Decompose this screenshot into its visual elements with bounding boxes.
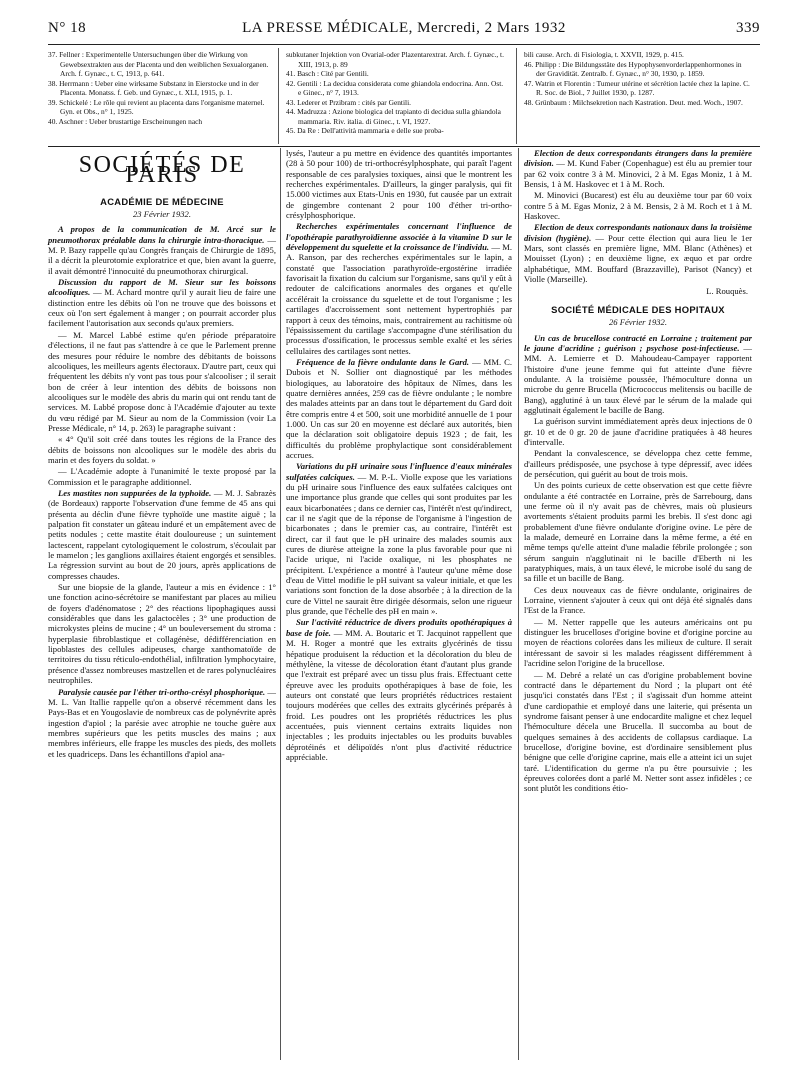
- references-col-2: [286, 50, 508, 136]
- reference: 44. Madruzza : Azione biologica del trapianto di decidua sulla ghiandola mammaria. Riv. italia. di Ginec., t. VI, 1927.: [286, 107, 501, 126]
- reference: 43. Lederer et Przibram : cités par Gentili.: [286, 97, 411, 107]
- paragraph: Un cas de brucellose contracté en Lorraine ; traitement par le jaune d'acridine ; guérison ; psychose post-infectieuse. — MM. A. Lemierre et D. Mahoudeau-Campayer rapportent l'histoire d'une jeune femme qui fut atteinte d'une fièvre ondulante. A la troisième poussée, l'hémoculture donna un microbe du genre Brucella (Micrococcus melitensis ou bacille de Bang), agglutiné à un taux élevé par le sérum de la malade qui agglutinait également le bacille de Bang.: [524, 332, 752, 415]
- paragraph: A propos de la communication de M. Arcé sur le pneumothorax préalable dans la chirurgie intra-thoracique. — M. P. Bazy rappelle qu'au Congrès français de Chirurgie de 1895, il a décrit la pleurotomie exploratrice et que, bien avant la guerre, il avait démontré l'innocuité du pneumothorax chirurgical.: [48, 224, 276, 276]
- article-column-3: [524, 148, 752, 795]
- column-rule: [518, 148, 519, 1060]
- paragraph: Recherches expérimentales concernant l'influence de l'opothérapie parathyroïdienne associée à la vitamine D sur le développement du squelette et la croissance de l'individu. — M. A. Ranson, par des recherches expérimentales sur le lapin, a constaté que l'association parathyroïde-ergostérine irradiée favorisait la fixation du calcium sur l'organisme, sans qu'il y eût à redouter de calcifications anormales des organes et qu'elle accélérait la croissance du squelette et de tout l'organisme ; les cartilages d'accroissement sont nettement hypertrophiés par rapport à ceux des témoins, mais, contrairement au rachitisme où l'épaississement du cartilage s'accompagne d'une stérilisation du processus d'ossification, le processus semble exalté et les séries cellulaires des cartilages sont nettes.: [286, 221, 512, 356]
- society-title: SOCIÉTÉ MÉDICALE DES HOPITAUX: [551, 303, 725, 315]
- reference: 42. Gentili : La decidua considerata come ghiandola endocrina. Ann. Ost. e Ginec., n° 7, 1913.: [286, 78, 504, 97]
- page-number: 339: [736, 20, 760, 36]
- paragraph: Pendant la convalescence, se développa chez cette femme, d'ailleurs prédisposée, une psychose à type dépressif, avec idées de persécution, qui guérit au bout de trois mois.: [524, 448, 752, 479]
- paragraph: La guérison survint immédiatement après deux injections de 0 gr. 10 et de 0 gr. 20 de jaune d'acridine pratiquées à 48 heures d'intervalle.: [524, 416, 752, 447]
- paragraph: M. Minovici (Bucarest) est élu au deuxième tour par 60 voix contre 5 à M. Egas Moniz, 2 à M. Bensis, 2 à M. Roch et 1 à M. Haskovec.: [524, 190, 752, 222]
- paragraph: Election de deux correspondants nationaux dans la troisième division (hygiène). — Pour cette élection qui aura lieu le 1er Mars, sont classés en première ligne, MM. Blanc (Athènes) et Mouisset (Lyon) ; en deuxième ligne, ex æquo et par ordre alphabétique, MM. Bouffard (Brazzaville), Parisot (Nancy) et Violle (Marseille).: [524, 222, 752, 285]
- session-date: 26 Février 1932.: [609, 317, 667, 328]
- session-date: 23 Février 1932.: [133, 209, 191, 220]
- reference: 47. Watrin et Florentin : Tumeur utérine et sécrétion lactée chez la lapine. C. R. Soc. de Biol., 7 Juillet 1930, p. 1287.: [524, 78, 750, 97]
- page-header: [48, 20, 760, 40]
- paragraph: lysés, l'auteur a pu mettre en évidence des quantités importantes (28 à 50 pour 100) de tri-orthocrésylphosphate, qui paraît l'agent responsable de ces paralysies toxiques, ainsi que le montrent les recherches expérimentales. D'ailleurs, la ginger paralysis, qui fit 15.000 victimes aux Etats-Unis en 1930, fut causée par un extrait de gingembre contenant 2 pour 100 d'éther tri-ortho-crésylphosphorique.: [286, 148, 512, 221]
- reference: 48. Grünbaum : Milchsekretion nach Kastration. Deut. med. Woch., 1907.: [524, 97, 743, 107]
- paragraph: Discussion du rapport de M. Sieur sur les boissons alcooliques. — M. Achard montre qu'il y aurait lieu de faire une distinction entre les débits où l'on ne trouve que des boissons et ceux où l'on sert également à manger ; on pourrait accorder plus facilement l'autorisation aux seconds qu'aux premiers.: [48, 277, 277, 329]
- signature: L. Rouquès.: [706, 286, 748, 297]
- paragraph: « 4° Qu'il soit créé dans toutes les régions de la France des débits de boissons non alcooliques sur le modèle des abris du marin et des foyers du soldat. »: [48, 434, 276, 465]
- section-heading: SOCIÉTÉS DE PARIS: [78, 152, 246, 189]
- paragraph: Variations du pH urinaire sous l'influence d'eaux minérales sulfatées calciques. — M. P.-L. Violle expose que les variations du pH urinaire sous l'influence des eaux sulfatées calciques ont une importance plus grande que celles qui sont produites par les eaux bicarbonatées ; dans ce dernier cas, l'intérêt n'est qu'indirect, car il ne s'agit que de la réponse de l'organisme à l'ingestion de bicarbonates ; dans le premier cas, au contraire, l'intérêt est direct, car il faut que le pH urinaire des malades soumis aux cures de diurèse atteigne la zone la plus favorable pour que ni l'acide urique, ni l'acide oxalique, ni les phosphates ne précipitent. L'expérience a montré à l'auteur qu'une même dose d'eau de Vittel modifie le pH suivant sa valeur initiale, et que les variations sont fonction de la dose absorbée ; à la direction de la cure de Vittel ne saurait être dirigée désormais, selon une rigueur plus grande, que l'échelle des pH en main ».: [286, 461, 513, 617]
- paragraph: Un des points curieux de cette observation est que cette fièvre ondulante a été contractée en Lorraine, près de Sarrebourg, dans une ferme où il n'y avait pas de chèvres, mais où plusieurs avortements s'étaient produits parmi les brebis. Il s'est donc agi probablement d'une fièvre ondulante d'origine ovine. Le père de la malade, demeuré en Lorraine dans la même ferme, a été en même temps qu'elle atteint d'une maladie fébrile prolongée ; son sérum sanguin n'agglutinait ni le bacille d'Eberth ni les paratyphiques, mais, à un taux élevé, le microbe isolé du sang de sa fille et un bacille de Bang.: [524, 480, 752, 584]
- paragraph: — M. Marcel Labbé estime qu'en période préparatoire d'élections, il ne faut pas s'attendre à ce que le Parlement prenne des mesures pour réduire le nombre des débitants de boissons alcooliques, les meilleurs agents électoraux. D'autre part, ceux qui fréquentent les débits n'y vont pas tous pour s'alcooliser ; il serait bon de créer à leur intention des débits de boissons non alcooliques sur le modèle des abris du marin qui ont rendu tant de services. M. Labbé propose donc à l'Académie d'ajouter au texte du vœu rédigé par M. Sieur au nom de la Commission (voir La Presse Médicale, n° 14, p. 263) le paragraphe suivant :: [48, 329, 276, 433]
- reference: 39. Schickelé : Le rôle qui revient au placenta dans l'organisme maternel. Gyn. et Obs., n° 1, 1925.: [48, 97, 265, 116]
- column-rule: [278, 48, 279, 144]
- references-col-1: [48, 50, 270, 126]
- issue-number: N° 18: [48, 20, 87, 36]
- reference: 46. Philipp : Die Bildungsstäte des Hypophysenvorderlappenhormones in der Gravidität. Zentralb. f. Gynæc., n° 30, 1930, p. 1859.: [524, 59, 742, 78]
- reference: 40. Aschner : Ueber brustartige Erscheinungen nach: [48, 116, 203, 126]
- paragraph: — M. Netter rappelle que les auteurs américains ont pu distinguer les brucelloses d'origine bovine et d'origine porcine au moyen de réactions colorées dans les milieux de culture. Il serait intéressant de savoir si les malades réagissent différemment à l'acridine selon l'origine de la brucellose.: [524, 616, 752, 669]
- paragraph: Fréquence de la fièvre ondulante dans le Gard. — MM. C. Dubois et N. Sollier ont diagnostiqué par les méthodes biologiques, au laboratoire des hôpitaux de Nîmes, dans les quatre dernières années, 259 cas de fièvre ondulante ; le nombre des malades atteints par an dans tout le département du Gard doit être compris entre 4 et 500, soit une morbidité annuelle de 1 pour 1.000. Un cas sur 20 en moyenne est déclaré aux autorités, bien que la déclaration soit obligatoire depuis 1923 ; de fait, les difficultés du problème prophylactique sont considérablement accrues.: [286, 356, 512, 460]
- column-rule: [516, 48, 517, 144]
- paragraph: Ces deux nouveaux cas de fièvre ondulante, originaires de Lorraine, viennent s'ajouter à ceux qui ont déjà été signalés dans l'Est de la France.: [524, 584, 752, 616]
- paragraph: — M. Debré a relaté un cas d'origine probablement bovine contracté dans le département du Nord ; la plupart ont été jusqu'ici constatés dans l'Est ; il s'agissait d'un homme atteint d'une cardiopathie et employé dans une laiterie, qui présenta un syndrome faisant penser à une endocardite maligne et chez lequel l'hémoculture décela une Brucella. Il succomba au bout de quelques semaines à des accidents de collapsus cardiaque. La brucellose, d'origine bovine, est d'ordinaire sensiblement plus bénigne que celle d'origine caprine, mais elle a atteint ici un sujet taré. L'identification du germe n'a pu être poursuivie ; les épreuves colorées dont a parlé M. Netter sont assez infidèles ; ce sont plutôt les conditions étio-: [524, 669, 752, 794]
- paragraph: Sur une biopsie de la glande, l'auteur a mis en évidence : 1° une fonction acino-sécrétoire se manifestant par places au milieu de foyers d'adénomatose ; 2° des réactions lipophagiques aussi considérables que dans les galactocèles ; 3° une production de microkystes pleins de mucine ; 4° un bouleversement du stroma : hyperplasie fibroblastique et collagénèse, dédifférenciation en lipoblastes des cellules adipeuses, charge xanthomatoïde de territoires du tissu réticulo-endothélial, infiltration lymphocytaire, présence d'assez nombreuses mastzellen et de rares polynucléaires neutrophiles.: [48, 582, 276, 686]
- society-title: ACADÉMIE DE MÉDECINE: [100, 195, 224, 207]
- paragraph: Les mastites non suppurées de la typhoïde. — M. J. Sabrazès (de Bordeaux) rapporte l'observation d'une femme de 45 ans qui présenta au déclin d'une fièvre typhoïde une mastite aiguë ; la palpation fit constater un gâteau induré et un empâtement avec de petits nodules ; cette mastite était douloureuse ; un suintement lactescent, rappelant cytologiquement le colostrum, s'écoulait par le mamelon ; les ganglions axillaires étaient engorgés et sensibles. La régression survint au bout de 20 jours, après applications de compresses chaudes.: [48, 487, 276, 581]
- reference: 38. Herrmann : Ueber eine wirksame Substanz in Eierstocke und in der Placenta. Monatss. f. Geb. und Gynæc., t. XLI, 1915, p. 1.: [48, 78, 259, 97]
- article-column-2: [286, 148, 512, 763]
- journal-title: LA PRESSE MÉDICALE, Mercredi, 2 Mars 1932: [242, 20, 566, 36]
- section-rule: [48, 146, 760, 147]
- reference: 45. Da Re : Dell'attività mammaria e delle sue proba-: [286, 126, 444, 135]
- paragraph: Sur l'activité réductrice de divers produits opothérapiques à base de foie. — MM. A. Boutaric et T. Jacquinot rappellent que M. H. Roger a montré que les extraits glycérinés de tissu hépatique produisent la réduction et la décoloration du bleu de méthylène, la vitesse de décoloration étant d'autant plus grande que l'extrait est préparé avec un tissu plus frais. Effectuant cette épreuve avec les produits opothérapiques à base de foie, les auteurs ont constaté que leurs propriétés réductrices restaient toujours modérées que celles des extraits glycérinés préparés à froid. Les poudres ont les propriétés réductrices les plus accentuées, puis viennent certains extraits liquides non injectables ; les produits injectables ou les produits buvables déprotéinés et délipoïdés n'ont plus d'activité réductrice appréciable.: [286, 617, 512, 762]
- column-rule: [280, 148, 281, 1060]
- references-col-3: [524, 50, 752, 107]
- header-rule: [48, 44, 760, 45]
- reference: 37. Fellner : Experimentelle Untersuchungen über die Wirkung von Gewebsextrakten aus der Placenta und den weiblichen Sexualorganen. Arch. f. Gynæc., t. C, 1913, p. 641.: [48, 50, 269, 78]
- reference: bili cause. Arch. di Fisiologia, t. XXVII, 1929, p. 415.: [524, 50, 684, 59]
- paragraph: Election de deux correspondants étrangers dans la première division. — M. Kund Faber (Copenhague) est élu au premier tour par 62 voix contre 3 à M. Minovici, 2 à M. Egas Moniz, 1 à M. Bensis, 1 à M. Haskovec et 1 à M. Roch.: [524, 148, 752, 190]
- reference: subkutaner Injektion von Ovarial-oder Plazentarextrat. Arch. f. Gynæc., t. XIII, 1913, p. 89: [286, 50, 504, 69]
- reference: 41. Basch : Cité par Gentili.: [286, 69, 369, 78]
- article-column-1: [48, 148, 276, 760]
- paragraph: Paralysie causée par l'éther tri-ortho-crésyl phosphorique. — M. L. Van Itallie rappelle qu'on a observé récemment dans les Pays-Bas et en Yougoslavie de nombreux cas de polynévrite après ingestion d'apiol ; la parésie avec atrophie ne touche guère aux membres supérieurs que les petits muscles des mains ; aux membres inférieurs, elle frappe les muscles des pieds, des mollets et les quadriceps. Dans les échantillons d'apiol ana-: [48, 686, 276, 759]
- paragraph: — L'Académie adopte à l'unanimité le texte proposé par la Commission et le paragraphe additionnel.: [48, 466, 276, 487]
